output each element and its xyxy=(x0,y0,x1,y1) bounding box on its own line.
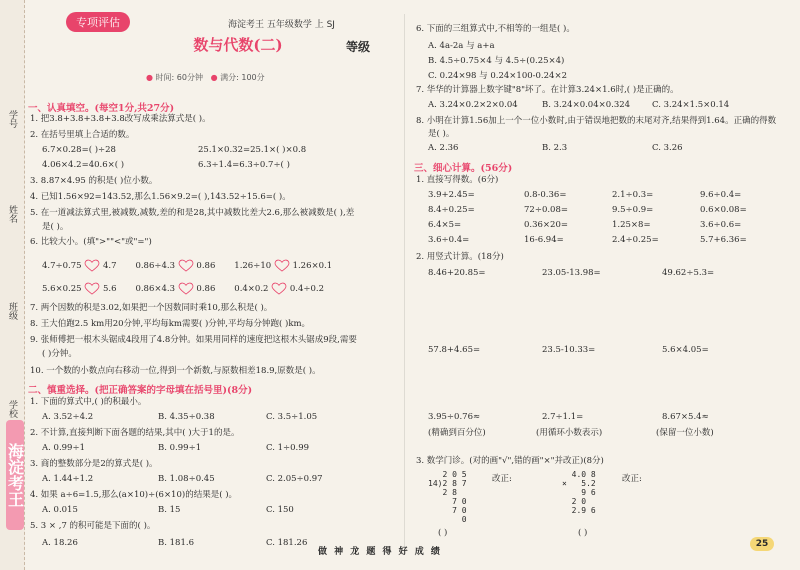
page-title: 数与代数(二) xyxy=(193,36,283,54)
option-a[interactable]: A. 3.24×0.2×2×0.04 xyxy=(428,100,518,110)
student-id-label: 学号 xyxy=(7,110,17,128)
s2-q8b: 是( )。 xyxy=(428,129,455,139)
option-b[interactable]: B. 4.5÷0.75×4 与 4.5÷(0.25×4) xyxy=(428,56,565,66)
option-c[interactable]: C. 3.26 xyxy=(652,143,683,153)
compare-right: 0.86 xyxy=(196,284,216,294)
compare-right: 5.6 xyxy=(102,284,117,294)
vertical-calc: 23.05-13.98= xyxy=(542,268,601,278)
footer-motto: 做 神 龙 题 得 好 成 绩 xyxy=(318,547,442,557)
compare-left: 5.6×0.25 xyxy=(42,284,82,294)
section-3-title: 三、细心计算。(56分) xyxy=(414,163,513,174)
s1-q8: 8. 王大伯跑2.5 km用20分钟,平均每km需要( )分钟,平均每分钟跑( )km。 xyxy=(30,319,311,329)
s1-q4: 4. 已知1.56×92=143.52,那么1.56×9.2=( ),143.52÷15.6=( )。 xyxy=(30,192,291,202)
s2-q5: 5. 3 × ,7 的积可能是下面的( )。 xyxy=(30,521,156,531)
s2-q7: 7. 华华的计算器上数字键"8"坏了。在计算3.24×1.6时,( )是正确的。 xyxy=(416,85,679,95)
calc-part-2: 2. 用竖式计算。(18分) xyxy=(416,252,504,262)
school-label: 学校 xyxy=(7,400,17,418)
s1-q2d: 6.3÷1.4=6.3÷0.7÷( ) xyxy=(198,160,290,170)
oral-item: 0.6×0.08= xyxy=(700,205,747,215)
s1-q9a: 9. 张师傅把一根木头锯成4段用了4.8分钟。如果用同样的速度把这根木头锯成9段,需要 xyxy=(30,335,357,345)
compare-left: 0.4×0.2 xyxy=(234,284,269,294)
compare-left: 1.26÷10 xyxy=(234,261,272,271)
oral-item: 0.8-0.36= xyxy=(524,190,567,200)
oral-item: 8.4÷0.25= xyxy=(428,205,475,215)
s2-q8a: 8. 小明在计算1.56加上一个一位小数时,由于错误地把数的末尾对齐,结果得到1.64。正确的得数 xyxy=(416,116,777,126)
compare-right: 0.4÷0.2 xyxy=(289,284,325,294)
compare-left: 0.86×4.3 xyxy=(135,284,176,294)
option-a[interactable]: A. 0.015 xyxy=(42,505,78,515)
heart-blank-icon[interactable] xyxy=(271,282,287,295)
class-label: 班级 xyxy=(7,302,17,320)
option-b[interactable]: B. 3.24×0.04×0.324 xyxy=(542,100,631,110)
compare-left: 4.7÷0.75 xyxy=(42,261,82,271)
judge-blank[interactable]: ( ) xyxy=(578,528,588,538)
oral-item: 9.6÷0.4= xyxy=(700,190,742,200)
calc-part-1: 1. 直接写得数。(6分) xyxy=(416,175,499,185)
s1-q6: 6. 比较大小。(填">""<"或"=") xyxy=(30,237,152,247)
option-c[interactable]: C. 150 xyxy=(266,505,294,515)
option-c[interactable]: C. 181.26 xyxy=(266,538,308,548)
calc-part-3: 3. 数学门诊。(对的画"√",错的画"×"并改正)(8分) xyxy=(416,456,604,466)
vertical-calc: 8.46+20.85= xyxy=(428,268,486,278)
left-column xyxy=(28,12,398,552)
brand-logo: 海淀考王 xyxy=(6,420,24,530)
oral-item: 6.4×5= xyxy=(428,220,462,230)
name-label: 姓名 xyxy=(7,205,17,223)
s1-q2a: 6.7×0.28=( )÷28 xyxy=(42,145,116,155)
s2-q3: 3. 商的整数部分是2的算式是( )。 xyxy=(30,459,158,469)
s2-q4: 4. 如果 a÷6=1.5,那么(a×10)÷(6×10)的结果是( )。 xyxy=(30,490,238,500)
s1-q3: 3. 8.87×4.95 的积是( )位小数。 xyxy=(30,176,158,186)
oral-item: 0.36×20= xyxy=(524,220,568,230)
compare-row-1 xyxy=(42,259,332,272)
score-icon: ● xyxy=(210,73,218,82)
page-number: 25 xyxy=(750,537,774,551)
compare-right: 4.7 xyxy=(102,261,117,271)
calc-note: (用循环小数表示) xyxy=(536,428,603,438)
vertical-calc: 3.95÷0.76≈ xyxy=(428,412,481,422)
s1-q5a: 5. 在一道减法算式里,被减数,减数,差的和是28,其中减数比差大2.6,那么被减数是( ),差 xyxy=(30,208,355,218)
multiplication-work: 4.0 8 × 5.2 9 6 2 0 2.9 6 xyxy=(562,470,596,515)
exam-meta xyxy=(146,72,265,83)
option-c[interactable]: C. 0.24×98 与 0.24×100-0.24×2 xyxy=(428,71,567,81)
binding-margin xyxy=(0,0,25,570)
s1-q1: 1. 把3.8+3.8+3.8+3.8改写成乘法算式是( )。 xyxy=(30,114,211,124)
s1-q5b: 是( )。 xyxy=(42,222,69,232)
heart-blank-icon[interactable] xyxy=(84,282,100,295)
vertical-calc: 8.67×5.4≈ xyxy=(662,412,709,422)
compare-right: 0.86 xyxy=(196,261,216,271)
heart-blank-icon[interactable] xyxy=(274,259,290,272)
calc-note: (精确到百分位) xyxy=(428,428,486,438)
series-info: 海淀考王 五年级数学 上 SJ xyxy=(228,20,335,30)
oral-item: 3.9+2.45= xyxy=(428,190,475,200)
s1-q2: 2. 在括号里填上合适的数。 xyxy=(30,130,135,140)
oral-item: 1.25×8= xyxy=(612,220,651,230)
option-c[interactable]: C. 2.05÷0.97 xyxy=(266,474,323,484)
correction-label: 改正: xyxy=(492,474,512,484)
vertical-calc: 5.6×4.05= xyxy=(662,345,709,355)
title-banner xyxy=(158,34,318,56)
option-b[interactable]: B. 0.99÷1 xyxy=(158,443,202,453)
s1-q2c: 4.06×4.2=40.6×( ) xyxy=(42,160,125,170)
option-b[interactable]: B. 181.6 xyxy=(158,538,194,548)
vertical-calc: 2.7÷1.1= xyxy=(542,412,584,422)
oral-item: 2.4÷0.25= xyxy=(612,235,659,245)
oral-item: 9.5÷0.9= xyxy=(612,205,654,215)
right-column xyxy=(412,12,790,552)
option-a[interactable]: A. 1.44÷1.2 xyxy=(42,474,94,484)
heart-blank-icon[interactable] xyxy=(178,259,194,272)
option-c[interactable]: C. 3.5÷1.05 xyxy=(266,412,318,422)
s1-q2b: 25.1×0.32=25.1×( )×0.8 xyxy=(198,145,307,155)
section-2-title: 二、慎重选择。(把正确答案的字母填在括号里)(8分) xyxy=(28,385,253,396)
s1-q7: 7. 两个因数的积是3.02,如果把一个因数同时乘10,那么积是( )。 xyxy=(30,303,273,313)
s2-q1: 1. 下面的算式中,( )的积最小。 xyxy=(30,397,147,407)
grade-label: 等级 xyxy=(346,40,371,54)
oral-item: 2.1÷0.3= xyxy=(612,190,654,200)
oral-item: 16-6.94= xyxy=(524,235,564,245)
oral-item: 5.7+6.36= xyxy=(700,235,747,245)
s1-q9b: ( )分钟。 xyxy=(42,349,77,359)
option-b[interactable]: B. 2.3 xyxy=(542,143,568,153)
option-b[interactable]: B. 1.08÷0.45 xyxy=(158,474,215,484)
compare-right: 1.26×0.1 xyxy=(292,261,333,271)
calc-note: (保留一位小数) xyxy=(656,428,714,438)
vertical-calc: 57.8+4.65= xyxy=(428,345,481,355)
oral-item: 3.6÷0.6= xyxy=(700,220,742,230)
correction-label: 改正: xyxy=(622,474,642,484)
vertical-calc: 23.5-10.33= xyxy=(542,345,596,355)
heart-blank-icon[interactable] xyxy=(84,259,100,272)
option-a[interactable]: A. 18.26 xyxy=(42,538,78,548)
clock-icon: ● xyxy=(146,73,153,82)
s2-q2: 2. 不计算,直接判断下面各题的结果,其中( )大于1的是。 xyxy=(30,428,240,438)
vertical-calc: 49.62÷5.3= xyxy=(662,268,715,278)
section-1-title: 一、认真填空。(每空1分,共27分) xyxy=(28,103,175,114)
option-a[interactable]: A. 4a-2a 与 a+a xyxy=(428,41,495,51)
full-score: 满分: 100分 xyxy=(220,73,265,82)
compare-left: 0.86÷4.3 xyxy=(135,261,176,271)
long-division-work: 2 0 5 14)2 8 7 2 8 7 0 7 0 0 xyxy=(428,470,467,524)
oral-item: 72÷0.08= xyxy=(524,205,568,215)
option-a[interactable]: A. 0.99÷1 xyxy=(42,443,85,453)
judge-blank[interactable]: ( ) xyxy=(438,528,448,538)
option-b[interactable]: B. 15 xyxy=(158,505,181,515)
time-limit: 时间: 60分钟 xyxy=(155,73,203,82)
section-tag: 专项评估 xyxy=(66,12,130,32)
oral-item: 3.6÷0.4= xyxy=(428,235,470,245)
option-b[interactable]: B. 4.35÷0.38 xyxy=(158,412,215,422)
option-c[interactable]: C. 3.24×1.5×0.14 xyxy=(652,100,730,110)
page-divider xyxy=(404,14,405,554)
option-a[interactable]: A. 3.52÷4.2 xyxy=(42,412,94,422)
compare-row-2 xyxy=(42,282,324,295)
option-c[interactable]: C. 1÷0.99 xyxy=(266,443,310,453)
heart-blank-icon[interactable] xyxy=(178,282,194,295)
option-a[interactable]: A. 2.36 xyxy=(428,143,459,153)
s1-q10: 10. 一个数的小数点向右移动一位,得到一个新数,与原数相差18.9,原数是( )。 xyxy=(30,366,321,376)
s2-q6: 6. 下面的三组算式中,不相等的一组是( )。 xyxy=(416,24,575,34)
